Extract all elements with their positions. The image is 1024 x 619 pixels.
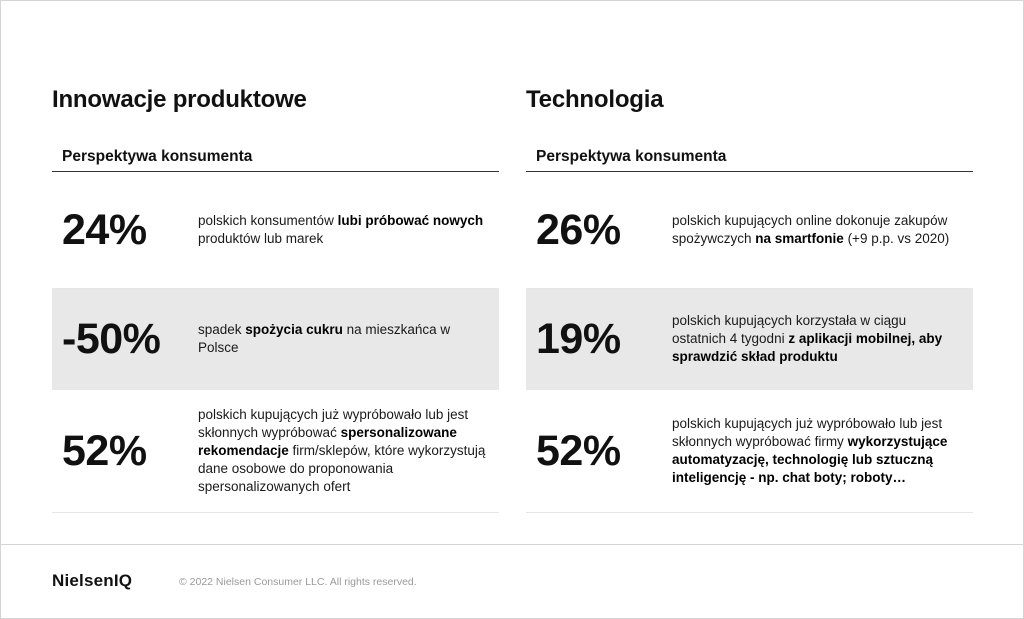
body-text: polskich kupujących już wypróbowało lub jest skłonnych wypróbować [198, 407, 469, 440]
body-text: produktów lub marek [198, 231, 324, 246]
emphasis-text: spersonalizowane rekomendacje [198, 425, 457, 458]
stat-description [198, 406, 499, 496]
stat-description [672, 212, 973, 248]
body-text: firm/sklepów, które wykorzystują dane osobowe do proponowania spersonalizowanych ofert [198, 443, 486, 494]
emphasis-text: lubi próbować nowych [337, 213, 484, 228]
stat-description [672, 415, 973, 487]
column-technology [526, 85, 973, 513]
emphasis-text: na smartfonie [755, 231, 844, 246]
stat-value: 52% [536, 426, 621, 475]
subheader: Perspektywa konsumenta [52, 147, 499, 172]
stat-row [526, 289, 973, 390]
stat-value: 24% [62, 205, 147, 254]
subheader: Perspektywa konsumenta [526, 147, 973, 172]
stat-value: 26% [536, 205, 621, 254]
emphasis-text: spożycia cukru [245, 322, 343, 337]
body-text: na mieszkańca w Polsce [198, 322, 451, 355]
stat-row [526, 390, 973, 513]
stat-description [672, 312, 973, 366]
stat-value: -50% [62, 314, 161, 363]
stat-row [52, 390, 499, 513]
stat-value: 52% [62, 426, 147, 475]
column-product-innovation [52, 85, 499, 513]
nielseniq-logo: NielsenIQ [52, 571, 133, 590]
section-title: Innowacje produktowe [52, 86, 307, 113]
body-text: spadek [198, 322, 246, 337]
stat-description [198, 212, 499, 248]
stat-row [52, 172, 499, 289]
stat-row [526, 172, 973, 289]
body-text: polskich konsumentów [198, 213, 338, 228]
emphasis-text: wykorzystujące automatyzację, technologię lub sztuczną inteligencję - np. chat boty; roboty… [672, 434, 948, 485]
footer-divider [1, 544, 1023, 545]
body-text: polskich kupujących online dokonuje zakupów spożywczych [672, 213, 948, 246]
stat-value: 19% [536, 314, 621, 363]
body-text: polskich kupujących korzystała w ciągu ostatnich 4 tygodni [672, 313, 907, 346]
section-title: Technologia [526, 86, 664, 113]
emphasis-text: z aplikacji mobilnej, aby sprawdzić skład produktu [672, 331, 943, 364]
stat-row [52, 289, 499, 390]
body-text: (+9 p.p. vs 2020) [843, 231, 950, 246]
stat-description [198, 321, 499, 357]
copyright-text: © 2022 Nielsen Consumer LLC. All rights reserved. [179, 576, 417, 588]
body-text: polskich kupujących już wypróbowało lub jest skłonnych wypróbować firmy [672, 416, 943, 449]
